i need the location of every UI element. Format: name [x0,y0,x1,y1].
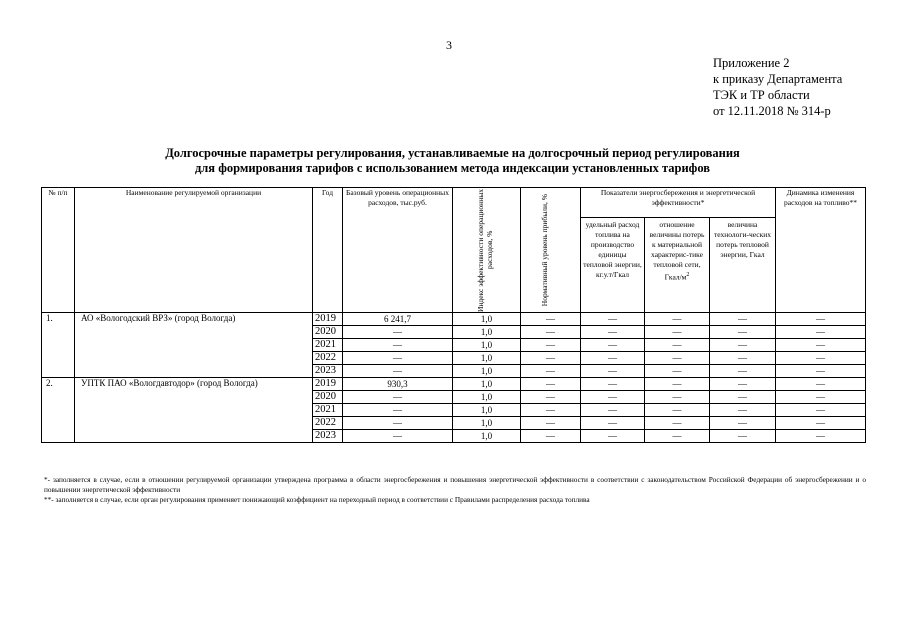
table-row [42,378,866,391]
page-number: 3 [446,38,452,52]
header-org: Наименование регулируемой организации [75,188,313,313]
header-year: Год [313,188,343,313]
fuel-cell: — [581,365,645,378]
index-cell: 1,0 [453,417,521,430]
year-cell: 2022 [313,417,343,430]
losses-cell: — [710,313,776,326]
profit-cell: — [521,339,581,352]
org-name: АО «Вологодский ВРЗ» (город Вологда) [75,313,313,378]
base-cell: — [343,391,453,404]
profit-cell: — [521,352,581,365]
index-cell: 1,0 [453,313,521,326]
table-row [42,313,866,326]
fuel-cell: — [581,391,645,404]
fuel-cell: — [581,313,645,326]
parameters-table [41,187,866,443]
dynamics-cell: — [776,378,866,391]
profit-cell: — [521,391,581,404]
profit-cell: — [521,417,581,430]
org-name: УПТК ПАО «Вологдавтодор» (город Вологда) [75,378,313,443]
loss-ratio-cell: — [645,391,710,404]
losses-cell: — [710,339,776,352]
loss-ratio-cell: — [645,365,710,378]
index-cell: 1,0 [453,326,521,339]
fuel-cell: — [581,326,645,339]
year-cell: 2022 [313,352,343,365]
base-cell: — [343,365,453,378]
losses-cell: — [710,391,776,404]
header-efficiency-index-text: Индекс эффективности операционных расходов, % [475,188,494,312]
index-cell: 1,0 [453,404,521,417]
dynamics-cell: — [776,430,866,443]
loss-ratio-cell: — [645,378,710,391]
header-profit-level [521,188,581,313]
header-loss-ratio-text: отношение величины потерь к материальной характерис-тике тепловой сети, Гкал/м [649,220,705,282]
header-fuel-dynamics: Динамика изменения расходов на топливо** [776,188,866,313]
dynamics-cell: — [776,352,866,365]
losses-cell: — [710,365,776,378]
fuel-cell: — [581,352,645,365]
appendix-line-3: ТЭК и ТР области [713,88,810,102]
appendix-line-4: от 12.11.2018 № 314-р [713,104,831,118]
fuel-cell: — [581,339,645,352]
loss-ratio-cell: — [645,339,710,352]
index-cell: 1,0 [453,352,521,365]
dynamics-cell: — [776,313,866,326]
loss-ratio-cell: — [645,313,710,326]
index-cell: 1,0 [453,365,521,378]
dynamics-cell: — [776,326,866,339]
org-number: 1. [42,313,75,378]
header-profit-level-text: Нормативный уровень прибыли, % [539,193,549,307]
base-cell: — [343,326,453,339]
footnotes [44,475,866,505]
header-base-level: Базовый уровень операционных расходов, тыс.руб. [343,188,453,313]
fuel-cell: — [581,430,645,443]
header-loss-ratio [645,218,710,313]
year-cell: 2021 [313,404,343,417]
loss-ratio-cell: — [645,417,710,430]
profit-cell: — [521,404,581,417]
index-cell: 1,0 [453,430,521,443]
index-cell: 1,0 [453,378,521,391]
base-cell: — [343,352,453,365]
index-cell: 1,0 [453,391,521,404]
profit-cell: — [521,326,581,339]
losses-cell: — [710,378,776,391]
losses-cell: — [710,352,776,365]
losses-cell: — [710,326,776,339]
year-cell: 2019 [313,313,343,326]
loss-ratio-cell: — [645,404,710,417]
dynamics-cell: — [776,391,866,404]
org-number: 2. [42,378,75,443]
table-body [42,313,866,443]
losses-cell: — [710,404,776,417]
header-loss-ratio-sup: 2 [686,272,690,279]
year-cell: 2021 [313,339,343,352]
loss-ratio-cell: — [645,430,710,443]
appendix-line-1: Приложение 2 [713,56,790,70]
year-cell: 2023 [313,430,343,443]
header-num: № п/п [42,188,75,313]
loss-ratio-cell: — [645,352,710,365]
year-cell: 2020 [313,326,343,339]
header-fuel-consumption: удельный расход топлива на производство единицы тепловой энергии, кг.у.т/Гкал [581,218,645,313]
loss-ratio-cell: — [645,326,710,339]
base-cell: — [343,417,453,430]
title-line-1: Долгосрочные параметры регулирования, устанавливаемые на долгосрочный период регулирования [165,146,740,160]
dynamics-cell: — [776,404,866,417]
appendix-line-2: к приказу Департамента [713,72,843,86]
fuel-cell: — [581,404,645,417]
dynamics-cell: — [776,339,866,352]
title-line-2: для формирования тарифов с использованием метода индексации установленных тарифов [194,161,711,175]
base-cell: 930,3 [343,378,453,391]
document-title [0,146,905,176]
dynamics-cell: — [776,417,866,430]
losses-cell: — [710,417,776,430]
profit-cell: — [521,313,581,326]
year-cell: 2019 [313,378,343,391]
profit-cell: — [521,365,581,378]
base-cell: — [343,430,453,443]
year-cell: 2020 [313,391,343,404]
index-cell: 1,0 [453,339,521,352]
table-header-row-1 [42,188,866,218]
profit-cell: — [521,430,581,443]
header-energy-group: Показатели энергосбережения и энергетической эффективности* [581,188,776,218]
header-technological-losses: величина технологи-ческих потерь тепловой энергии, Гкал [710,218,776,313]
base-cell: — [343,404,453,417]
header-efficiency-index [453,188,521,313]
dynamics-cell: — [776,365,866,378]
profit-cell: — [521,378,581,391]
base-cell: — [343,339,453,352]
fuel-cell: — [581,417,645,430]
footnote-1: *- заполняется в случае, если в отношении регулируемой организации утверждена программа в области энергосбережения и повышения энергетической эффективности в соответствии с законодательством Российской Федерации об энергосбережении и о повышении энергетической эффективности [44,475,866,494]
year-cell: 2023 [313,365,343,378]
footnote-2: **- заполняется в случае, если орган регулирования применяет понижающий коэффициент на переходный период в соответствии с Правилами распределения расхода топлива [44,495,590,504]
losses-cell: — [710,430,776,443]
base-cell: 6 241,7 [343,313,453,326]
appendix-block [713,55,842,119]
fuel-cell: — [581,378,645,391]
